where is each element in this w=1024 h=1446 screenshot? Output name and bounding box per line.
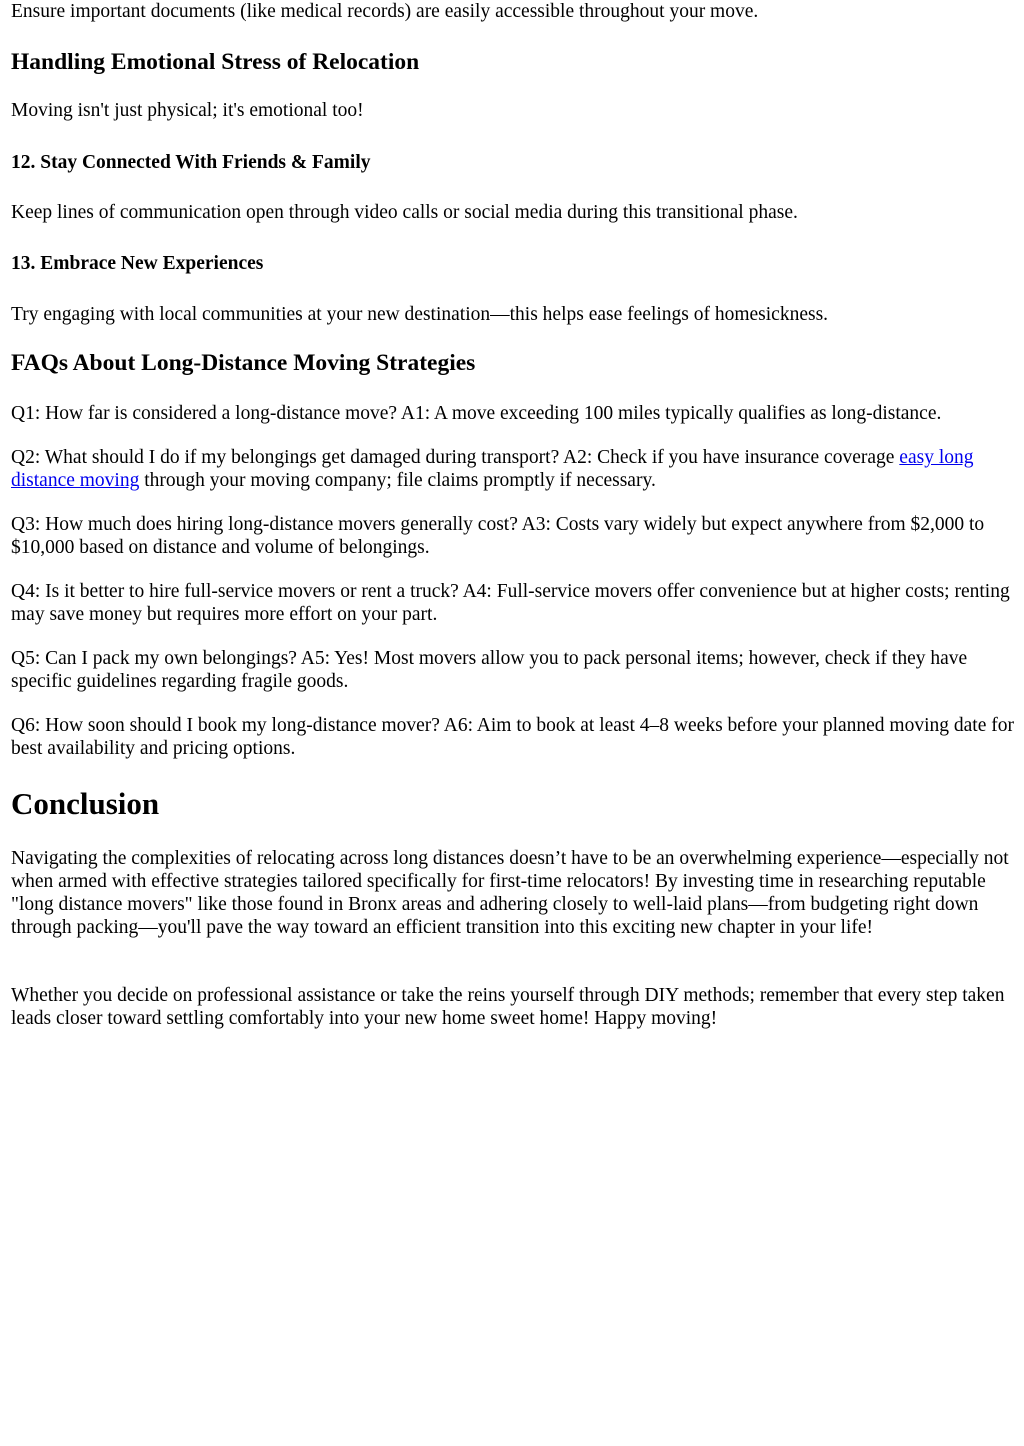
faq-q2-text-before: Q2: What should I do if my belongings get damaged during transport? A2: Check if you have insurance coverage (11, 447, 900, 468)
faq-q2-text-after: through your moving company; file claims promptly if necessary. (139, 470, 656, 491)
faq-q2 (11, 446, 1016, 492)
intro-tail-paragraph: Ensure important documents (like medical records) are easily accessible throughout your move. (11, 1, 759, 22)
section-heading-faqs: FAQs About Long-Distance Moving Strategies (11, 350, 476, 376)
emotional-intro-paragraph: Moving isn't just physical; it's emotional too! (11, 100, 364, 121)
faq-q5: Q5: Can I pack my own belongings? A5: Yes! Most movers allow you to pack personal items; however, check if they have specific guidelines regarding fragile goods. (11, 648, 968, 692)
conclusion-paragraph-2: Whether you decide on professional assistance or take the reins yourself through DIY methods; remember that every step taken leads closer toward settling comfortably into your new home sweet home! Happy moving! (11, 985, 1005, 1029)
tip-body-stay-connected: Keep lines of communication open through video calls or social media during this transitional phase. (11, 202, 798, 223)
easy-long-distance-moving-link[interactable]: easy long distance moving (11, 447, 974, 491)
faq-q1: Q1: How far is considered a long-distance move? A1: A move exceeding 100 miles typically qualifies as long-distance. (11, 403, 942, 424)
conclusion-paragraph-1: Navigating the complexities of relocating across long distances doesn’t have to be an overwhelming experience—especially not when armed with effective strategies tailored specifically for first-time relocators! By investing time in researching reputable "long distance movers" like those found in Bronx areas and adhering closely to well-laid plans—from budgeting right down through packing—you'll pave the way toward an efficient transition into this exciting new chapter in your life! (11, 848, 1009, 938)
faq-q6: Q6: How soon should I book my long-distance mover? A6: Aim to book at least 4–8 weeks before your planned moving date for best availability and pricing options. (11, 715, 1014, 759)
section-heading-emotional-stress: Handling Emotional Stress of Relocation (11, 49, 420, 75)
faq-q4: Q4: Is it better to hire full-service movers or rent a truck? A4: Full-service movers offer convenience but at higher costs; renting may save money but requires more effort on your part. (11, 581, 1010, 625)
tip-body-new-experiences: Try engaging with local communities at your new destination—this helps ease feelings of homesickness. (11, 304, 829, 325)
conclusion-heading: Conclusion (11, 786, 160, 821)
tip-heading-new-experiences: 13. Embrace New Experiences (11, 253, 264, 274)
tip-heading-stay-connected: 12. Stay Connected With Friends & Family (11, 152, 371, 173)
faq-q3: Q3: How much does hiring long-distance movers generally cost? A3: Costs vary widely but expect anywhere from $2,000 to $10,000 based on distance and volume of belongings. (11, 514, 985, 558)
